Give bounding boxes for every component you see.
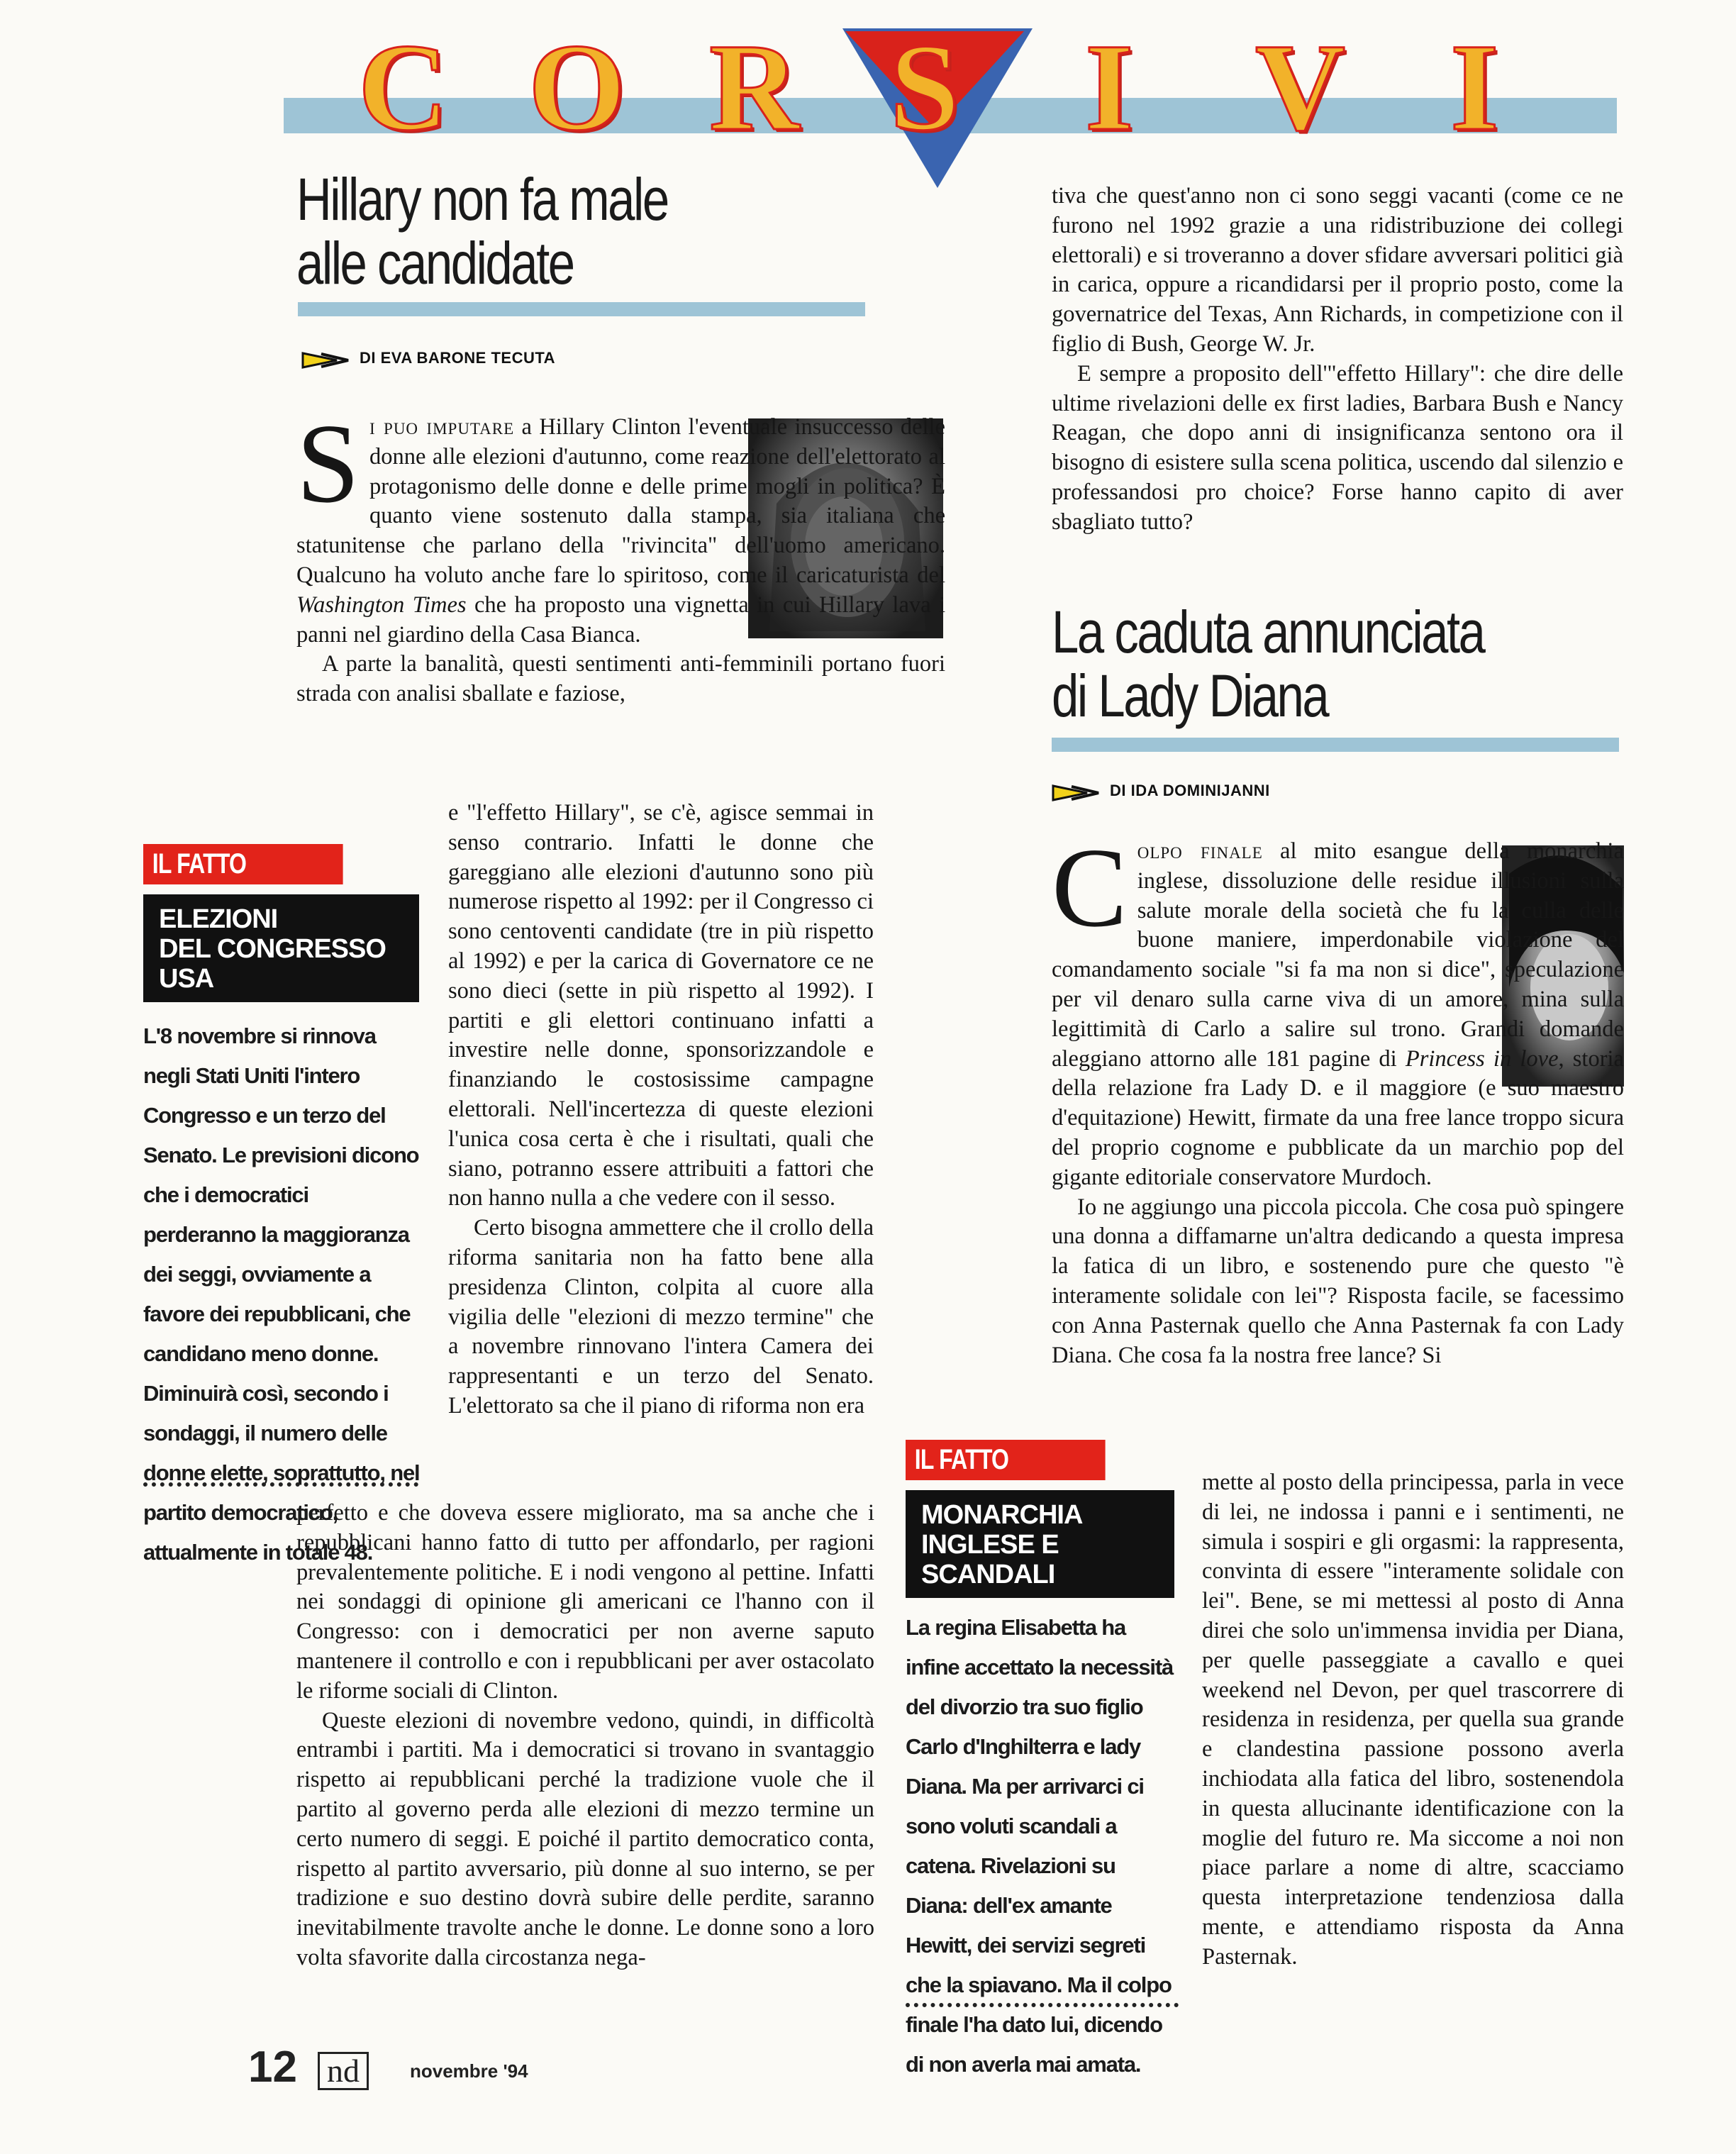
article1-paragraph-3b: perfetto e che doveva essere migliorato, ma sa anche che i repubblicani hanno fatto di tutto per affondarlo, per ragioni prevalentemente politiche. E i nodi vengono al pettine. Infatti nei sondaggi di opinione gli americani ce l'hanno con il Congresso: con i democratici per non averne saputo mantenere il controllo e con i repubblicani per aver ostacolato le riforme sociali di Clinton. xyxy=(296,1500,874,1704)
article1-p1-rest: a Hillary Clinton l'eventuale insuccesso delle donne alle elezioni d'autunno, come reazione dell'elettorato al protagonismo delle donne e delle prime mogli in politica? È quanto viene sostenuto dalla stampa, sia italiana che statunitense che parlano della "rivincita" dell'uomo americano. Qualcuno ha voluto anche fare lo spiritoso, come il caricaturista del xyxy=(296,414,945,588)
article2-headline-line2: di Lady Diana xyxy=(1052,662,1328,729)
sidebar2 xyxy=(906,1440,1175,2084)
sidebar2-title-line1: MONARCHIA xyxy=(921,1500,1083,1530)
article2-p1a: al mito esangue della monarchia inglese, dissoluzione delle residue illusioni sulla salute morale della società che fu la culla delle buone maniere, imperdonabile violazione del comandamento sociale "si fa ma non si dice", speculazione per vil denaro sulla carne viva di un amore, mina sulla legittimità di Carlo a salire sul trono. Grandi domande aleggiano attorno alle 181 pagine di xyxy=(1052,838,1624,1072)
article2-headline-rule xyxy=(1052,738,1619,752)
article2-p1-italic: Princess in love xyxy=(1405,1045,1559,1072)
article1-headline xyxy=(296,167,750,295)
article1-paragraph-5: E sempre a proposito dell'"effetto Hillary": che dire delle ultime rivelazioni delle ex first ladies, Barbara Bush e Nancy Reagan, che dopo anni di insignificanza sentono ora il bisogno di esistere sulla scena politica, uscendo dal silenzio e professandosi pro choice? Forse hanno capito di aver sbagliato tutto? xyxy=(1052,360,1623,535)
article1-paragraph-1 xyxy=(296,400,945,650)
article1-column-narrow xyxy=(448,799,874,1421)
article2-paragraph-1 xyxy=(1052,824,1624,1193)
article2-p1b: , storia della relazione fra Lady D. e il maggiore (e suo maestro d'equitazione) Hewitt, firmate da una free lance troppo sicura del proprio cognome e pubblicate da un marchio pop del gigante editoriale conservatore Murdoch. xyxy=(1052,1045,1624,1190)
title-letter-s: S xyxy=(890,18,959,157)
article2-column-narrow xyxy=(1202,1468,1624,1972)
arrow-icon xyxy=(1052,782,1101,804)
article1-p1-end: che ha proposto una vignetta in cui Hillary lava i panni nel giardino della Casa Bianca. xyxy=(296,592,945,648)
sidebar1-title xyxy=(143,894,419,1002)
sidebar1-dotted-rule xyxy=(143,1482,418,1487)
article1-column-right xyxy=(1052,182,1623,538)
sidebar2-dotted-rule xyxy=(906,2003,1179,2007)
magazine-logo xyxy=(318,2052,369,2090)
title-letter-c: C xyxy=(358,18,449,157)
article2-headline-line1: La caduta annunciata xyxy=(1052,599,1484,665)
article1-dropcap: S xyxy=(296,400,360,526)
sidebar1-kicker: IL FATTO xyxy=(143,844,343,884)
article1-headline-rule xyxy=(298,302,865,316)
article1-headline-line1: Hillary non fa male xyxy=(296,166,668,233)
article2-dropcap: C xyxy=(1052,824,1128,950)
title-letter-o: O xyxy=(528,18,625,157)
title-letter-i-2: I xyxy=(1450,18,1499,157)
article2-paragraph-2a: Io ne aggiungo una piccola piccola. Che cosa può spingere una donna a diffamarne un'altra dedicando a questa impresa la fatica di un libro, e sostenendo pure che questo "è interamente solidale con lei"? Risposta facile, se facessimo con Anna Pasternak quello che Anna Pasternak fa con Lady Diana. Che cosa fa la nostra free lance? Si xyxy=(1052,1194,1624,1368)
article2-paragraph-2b: mette al posto della principessa, parla in vece di lei, ne indossa i panni e i sentimenti, ne simula i sospiri e gli orgasmi: la rappresenta, convinta di essere "interamente solidale con lei". Bene, se mi mettessi al posto di Anna direi che solo un'immensa invidia per Diana, per quelle passeggiate a cavallo e quei weekend nel Devon, per quel trascorrere di residenza in residenza, per quella sua grande e clandestina passione possono averla inchiodata alla fatica del libro, sostenendola in questa allucinante identificazione con la moglie del futuro re. Ma siccome a noi non piace parlare a nome di altre, scacciamo questa interpretazione tendenziosa dalla mente, e attendiamo risposta da Anna Pasternak. xyxy=(1202,1470,1624,1970)
issue-date: novembre '94 xyxy=(410,2060,528,2082)
sidebar1-title-line1: ELEZIONI xyxy=(159,904,278,934)
article1-byline-text: DI EVA BARONE TECUTA xyxy=(360,349,556,367)
article1-byline xyxy=(301,349,555,371)
page-number: 12 xyxy=(248,2043,297,2092)
article1-headline-line2: alle candidate xyxy=(296,230,574,296)
article2-lead-in: olpo finale xyxy=(1137,838,1263,864)
title-letter-i: I xyxy=(1085,18,1134,157)
sidebar2-kicker: IL FATTO xyxy=(906,1440,1106,1480)
article1-paragraph-2a: A parte la banalità, questi sentimenti anti-femminili portano fuori strada con analisi sballate e faziose, xyxy=(296,651,945,707)
arrow-icon xyxy=(301,350,351,371)
article2-headline xyxy=(1052,600,1579,728)
article2-column-top xyxy=(1052,824,1624,1370)
article1-paragraph-4-cont: tiva che quest'anno non ci sono seggi vacanti (come ce ne furono nel 1992 grazie a una ridistribuzione dei collegi elettorali) e si troveranno a dover sfidare avversari politici già in carica, oppure a ricandidarsi per il proprio posto, come la governatrice del Texas, Ann Richards, in competizione con il figlio di Bush, George W. Jr. xyxy=(1052,183,1623,357)
sidebar2-text: La regina Elisabetta ha infine accettato la necessità del divorzio tra suo figlio Carlo d'Inghilterra e lady Diana. Ma per arrivarci ci sono voluti scandali a catena. Rivelazioni su Diana: dell'ex amante Hewitt, dei servizi segreti che la spiavano. Ma il colpo finale l'ha dato lui, dicendo di non averla mai amata. xyxy=(906,1615,1173,2077)
article1-p1-italic: Washington Times xyxy=(296,592,467,618)
title-letter-r: R xyxy=(709,18,800,157)
article1-lead-in: i puo imputare xyxy=(369,414,515,440)
article1-column-top xyxy=(296,400,945,709)
article1-paragraph-3a: Certo bisogna ammettere che il crollo della riforma sanitaria non ha fatto bene alla presidenza Clinton, colpita al cuore alla vigilia delle "elezioni di mezzo termine" che a novembre rinnovano l'intera Camera dei rappresentanti e un terzo del Senato. L'elettorato sa che il piano di riforma non era xyxy=(448,1215,874,1419)
title-letter-v: V xyxy=(1255,18,1346,157)
sidebar1-text: L'8 novembre si rinnova negli Stati Uniti l'intero Congresso e un terzo del Senato. Le previsioni dicono che i democratici perderanno la maggioranza dei seggi, ovviamente a favore dei repubblicani, che candidano meno donne. Diminuirà così, secondo i sondaggi, il numero delle donne elette, soprattutto, nel partito democratico, attualmente in totale 48. xyxy=(143,1023,420,1565)
article2-byline xyxy=(1052,782,1270,804)
sidebar2-title xyxy=(906,1490,1174,1598)
article1-paragraph-4: Queste elezioni di novembre vedono, quindi, in difficoltà entrambi i partiti. Ma i democratici si trovano in svantaggio rispetto ai repubblicani perché la tradizione vuole che il partito al governo perda alle elezioni di mezzo termine un certo numero di seggi. E poiché il partito democratico conta, rispetto al partito avversario, più donne al suo interno, se per tradizione e suo destino dovrà subire delle perdite, saranno inevitabilmente travolte anche le donne. Le donne sono a loro volta sfavorite dalla circostanza nega- xyxy=(296,1707,874,1970)
sidebar2-title-line2: INGLESE E SCANDALI xyxy=(921,1530,1059,1589)
sidebar1 xyxy=(143,844,420,1572)
sidebar1-title-line2: DEL CONGRESSO USA xyxy=(159,934,386,994)
article1-paragraph-2b: e "l'effetto Hillary", se c'è, agisce semmai in senso contrario. Infatti le donne che gareggiano alle elezioni d'autunno sono più numerose rispetto al 1992: per il Congresso ci sono centoventi candidate (tre in più rispetto al 1992) e per la carica di Governatore ce ne sono dieci (sette in più rispetto al 1992). I partiti e gli elettori continuano infatti a investire nelle donne, sponsorizzandole e finanziando le costosissime campagne elettorali. Nell'incertezza di queste elezioni l'unica cosa certa è che i risultati, quali che siano, potranno essere attribuiti a fattori che non hanno nulla a che vedere con il sesso. xyxy=(448,800,874,1211)
article2-byline-text: DI IDA DOMINIJANNI xyxy=(1110,782,1270,799)
magazine-logo-text: nd xyxy=(327,2053,360,2089)
